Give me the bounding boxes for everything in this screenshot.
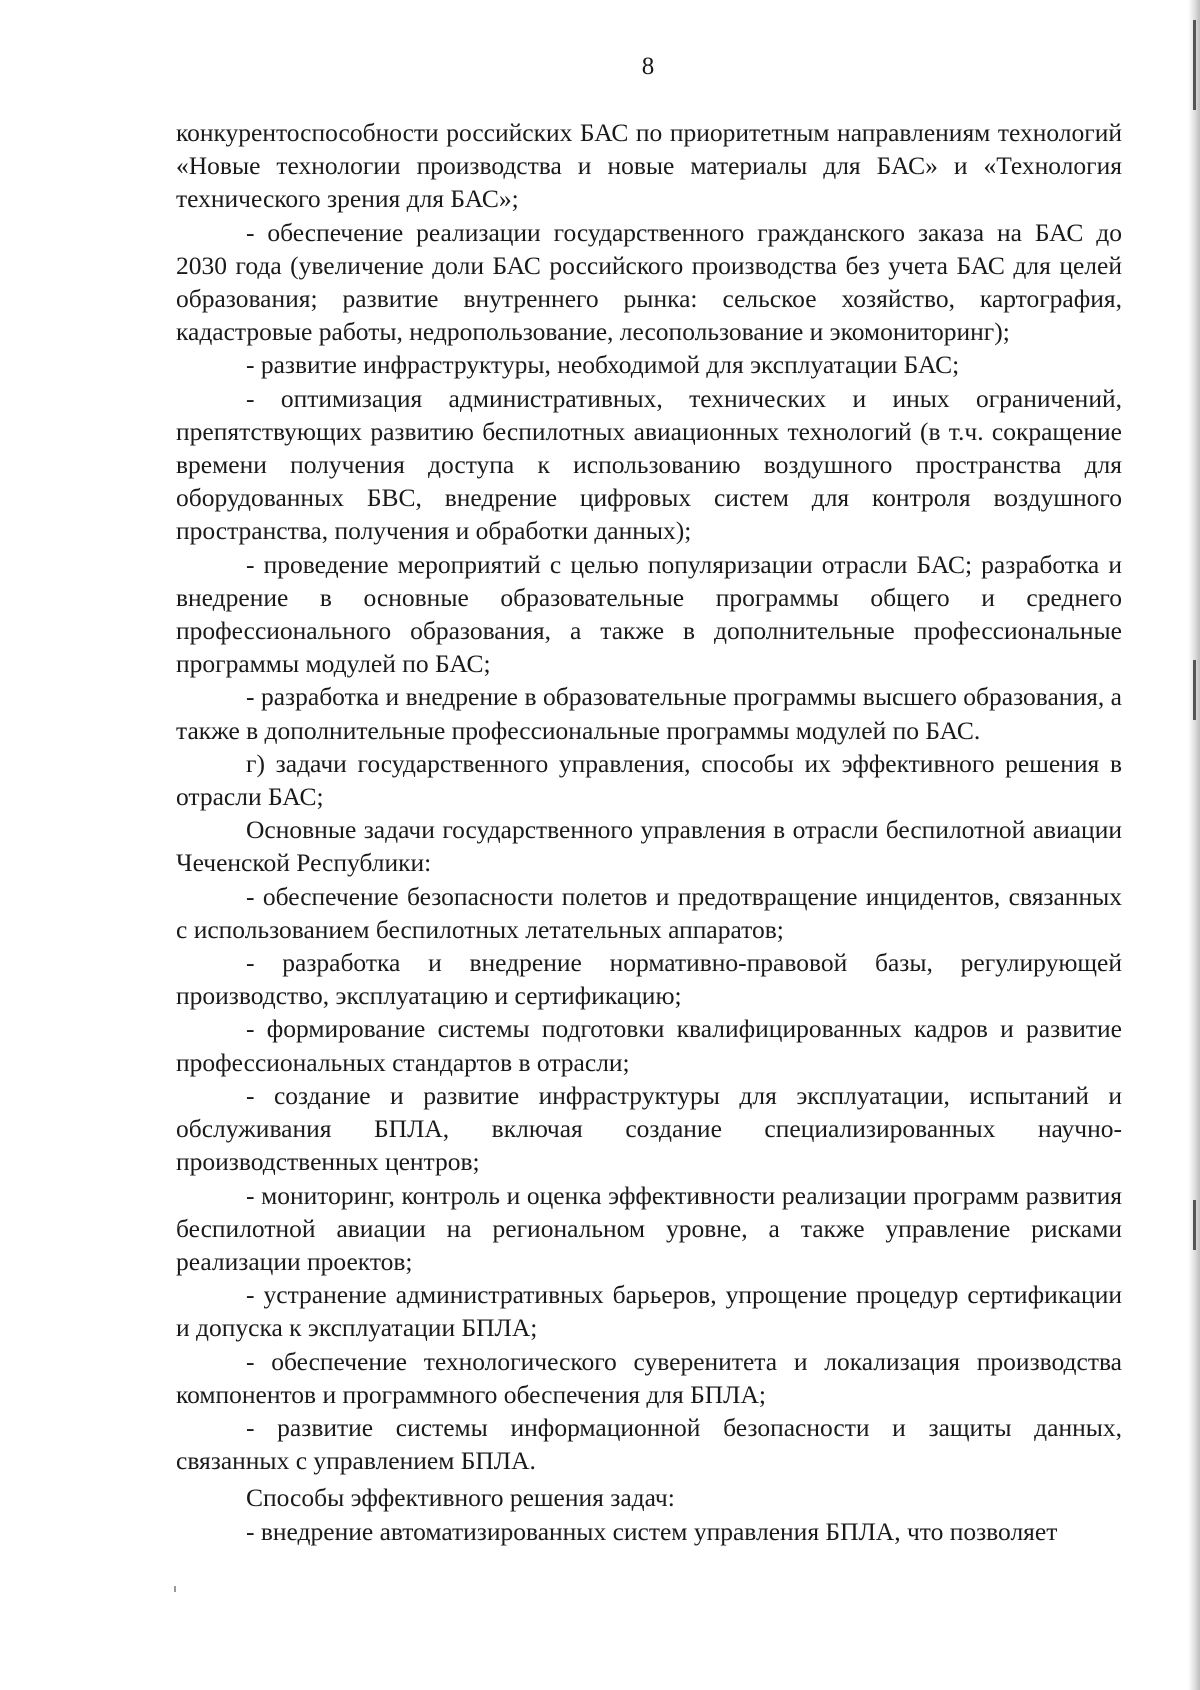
- scan-speck: [174, 1586, 176, 1592]
- paragraph-main-tasks: Основные задачи государственного управления в отрасли беспилотной авиации Чеченской Республики:: [176, 815, 1122, 878]
- paragraph-popularization: - проведение мероприятий с целью популяризации отрасли БАС; разработка и внедрение в основные образовательные программы общего и среднего профессионального образования, а также в дополнительные профессиональные программы модулей по БАС;: [176, 549, 1122, 679]
- paragraph-flight-safety: - обеспечение безопасности полетов и предотвращение инцидентов, связанных с использованием беспилотных летательных аппаратов;: [176, 881, 1122, 944]
- paragraph-higher-education: - разработка и внедрение в образовательные программы высшего образования, а также в дополнительные профессиональные программы модулей по БАС.: [176, 682, 1122, 745]
- paragraph-automation: - внедрение автоматизированных систем управления БПЛА, что позволяет: [246, 1516, 1058, 1546]
- paragraph-barriers: - устранение административных барьеров, упрощение процедур сертификации и допуска к эксплуатации БПЛА;: [176, 1280, 1122, 1343]
- page-number: 8: [641, 53, 655, 80]
- paragraph-methods-heading: Способы эффективного решения задач:: [246, 1483, 675, 1513]
- document-body: [176, 116, 1122, 1548]
- scan-edge-mark: [1193, 660, 1196, 720]
- paragraph-restrictions: - оптимизация административных, технических и иных ограничений, препятствующих развитию беспилотных авиационных технологий (в т.ч. сокращение времени получения доступа к использованию воздушного пространства для оборудованных БВС, внедрение цифровых систем для контроля воздушного пространства, получения и обработки данных);: [176, 383, 1122, 546]
- scan-right-edge: [1188, 0, 1200, 1690]
- paragraph-section-g: г) задачи государственного управления, способы их эффективного решения в отрасли БАС;: [176, 748, 1122, 812]
- scan-edge-mark: [1193, 20, 1196, 110]
- paragraph-legal-base: - разработка и внедрение нормативно-правовой базы, регулирующей производство, эксплуатацию и сертификацию;: [176, 948, 1122, 1011]
- paragraph-state-order: - обеспечение реализации государственного гражданского заказа на БАС до 2030 года (увеличение доли БАС российского производства без учета БАС для целей образования; развитие внутреннего рынка: сельское хозяйство, картография, кадастровые работы, недропользование, лесопользование и экомониторинг);: [176, 217, 1122, 347]
- paragraph-monitoring: - мониторинг, контроль и оценка эффективности реализации программ развития беспилотной авиации на региональном уровне, а также управление рисками реализации проектов;: [176, 1180, 1122, 1276]
- paragraph-infrastructure-centers: - создание и развитие инфраструктуры для эксплуатации, испытаний и обслуживания БПЛА, включая создание специализированных научно-производственных центров;: [176, 1080, 1122, 1177]
- paragraph-personnel: - формирование системы подготовки квалифицированных кадров и развитие профессиональных стандартов в отрасли;: [176, 1014, 1122, 1077]
- scan-edge-mark: [1193, 1200, 1196, 1250]
- paragraph-sovereignty: - обеспечение технологического суверенитета и локализация производства компонентов и программного обеспечения для БПЛА;: [176, 1346, 1122, 1409]
- paragraph-information-security: - развитие системы информационной безопасности и защиты данных, связанных с управлением БПЛА.: [176, 1412, 1122, 1476]
- paragraph-continuation: конкурентоспособности российских БАС по приоритетным направлениям технологий «Новые технологии производства и новые материалы для БАС» и «Технология технического зрения для БАС»;: [176, 118, 1122, 214]
- paragraph-infrastructure: - развитие инфраструктуры, необходимой для эксплуатации БАС;: [246, 350, 960, 380]
